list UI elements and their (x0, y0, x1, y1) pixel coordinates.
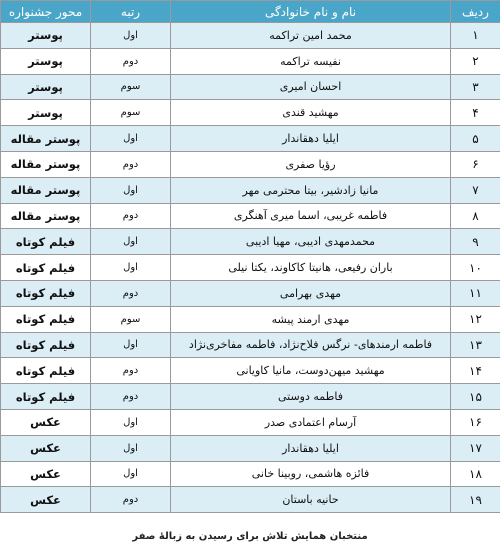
table-row (1, 280, 500, 306)
category-cell: عکس (1, 461, 91, 487)
name-cell: رؤیا صفری (171, 151, 451, 177)
name-cell: فاطمه غریبی، اسما میری آهنگری (171, 203, 451, 229)
rank-cell: اول (91, 126, 171, 152)
name-cell: احسان امیری (171, 74, 451, 100)
rank-cell: دوم (91, 358, 171, 384)
name-cell: حانیه باستان (171, 487, 451, 513)
rank-cell: سوم (91, 100, 171, 126)
rank-cell: اول (91, 23, 171, 49)
rank-cell: دوم (91, 384, 171, 410)
rank-cell: اول (91, 435, 171, 461)
table-row (1, 74, 500, 100)
category-cell: پوستر مقاله (1, 177, 91, 203)
name-cell: مهدی بهرامی (171, 280, 451, 306)
row-number-cell: ۶ (451, 151, 500, 177)
row-number-cell: ۱۷ (451, 435, 500, 461)
name-cell: ایلیا دهقاندار (171, 126, 451, 152)
table-row (1, 358, 500, 384)
table-row (1, 487, 500, 513)
table-row (1, 177, 500, 203)
rank-cell: اول (91, 332, 171, 358)
rank-cell: دوم (91, 280, 171, 306)
row-number-cell: ۵ (451, 126, 500, 152)
name-cell: مهشید قندی (171, 100, 451, 126)
row-number-cell: ۹ (451, 229, 500, 255)
category-cell: فیلم کوتاه (1, 384, 91, 410)
category-cell: عکس (1, 435, 91, 461)
table-row (1, 151, 500, 177)
table-row (1, 100, 500, 126)
row-number-cell: ۱۲ (451, 306, 500, 332)
table-row (1, 255, 500, 281)
table-row (1, 203, 500, 229)
header-row-number: ردیف (451, 1, 500, 23)
name-cell: نفیسه تراکمه (171, 48, 451, 74)
name-cell: فاطمه دوستی (171, 384, 451, 410)
name-cell: مهدی ارمند پیشه (171, 306, 451, 332)
category-cell: فیلم کوتاه (1, 306, 91, 332)
table-row (1, 48, 500, 74)
table-row (1, 461, 500, 487)
header-rank: رتبه (91, 1, 171, 23)
name-cell: آرسام اعتمادی صدر (171, 409, 451, 435)
rank-cell: دوم (91, 487, 171, 513)
name-cell: مهشید میهن‌دوست، مانیا کاویانی (171, 358, 451, 384)
row-number-cell: ۱۳ (451, 332, 500, 358)
rank-cell: دوم (91, 48, 171, 74)
row-number-cell: ۱۱ (451, 280, 500, 306)
table-row (1, 306, 500, 332)
table-row (1, 332, 500, 358)
row-number-cell: ۱ (451, 23, 500, 49)
category-cell: فیلم کوتاه (1, 280, 91, 306)
table-row (1, 126, 500, 152)
category-cell: پوستر (1, 100, 91, 126)
name-cell: باران رفیعی، هانیتا کاکاوند، یکتا نیلی (171, 255, 451, 281)
table-header-row (1, 1, 500, 23)
category-cell: فیلم کوتاه (1, 255, 91, 281)
name-cell: محمدمهدی ادیبی، مهیا ادیبی (171, 229, 451, 255)
rank-cell: اول (91, 409, 171, 435)
rank-cell: سوم (91, 306, 171, 332)
rank-cell: دوم (91, 203, 171, 229)
header-name: نام و نام خانوادگی (171, 1, 451, 23)
row-number-cell: ۱۶ (451, 409, 500, 435)
row-number-cell: ۸ (451, 203, 500, 229)
rank-cell: دوم (91, 151, 171, 177)
name-cell: ایلیا دهقاندار (171, 435, 451, 461)
table-row (1, 23, 500, 49)
row-number-cell: ۷ (451, 177, 500, 203)
category-cell: فیلم کوتاه (1, 229, 91, 255)
table-row (1, 409, 500, 435)
category-cell: عکس (1, 409, 91, 435)
name-cell: محمد امین تراکمه (171, 23, 451, 49)
table-row (1, 229, 500, 255)
row-number-cell: ۱۹ (451, 487, 500, 513)
row-number-cell: ۱۴ (451, 358, 500, 384)
table-caption: منتخبان همایش تلاش برای رسیدن به زبالهٔ صفر (132, 531, 368, 542)
row-number-cell: ۱۸ (451, 461, 500, 487)
category-cell: پوستر مقاله (1, 203, 91, 229)
category-cell: فیلم کوتاه (1, 332, 91, 358)
row-number-cell: ۱۵ (451, 384, 500, 410)
table-body (1, 23, 500, 513)
name-cell: فائزه هاشمی، روبینا خانی (171, 461, 451, 487)
rank-cell: اول (91, 255, 171, 281)
category-cell: عکس (1, 487, 91, 513)
rank-cell: اول (91, 177, 171, 203)
header-category: محور جشنواره (1, 1, 91, 23)
name-cell: مانیا زادشیر، بیتا محترمی مهر (171, 177, 451, 203)
row-number-cell: ۳ (451, 74, 500, 100)
category-cell: پوستر (1, 74, 91, 100)
table-row (1, 384, 500, 410)
category-cell: فیلم کوتاه (1, 358, 91, 384)
row-number-cell: ۴ (451, 100, 500, 126)
row-number-cell: ۲ (451, 48, 500, 74)
rank-cell: سوم (91, 74, 171, 100)
category-cell: پوستر (1, 48, 91, 74)
table-row (1, 435, 500, 461)
row-number-cell: ۱۰ (451, 255, 500, 281)
category-cell: پوستر (1, 23, 91, 49)
category-cell: پوستر مقاله (1, 151, 91, 177)
rank-cell: اول (91, 461, 171, 487)
category-cell: پوستر مقاله (1, 126, 91, 152)
rank-cell: اول (91, 229, 171, 255)
name-cell: فاطمه ارمندهای- نرگس فلاح‌نژاد، فاطمه مفاخری‌نژاد (171, 332, 451, 358)
